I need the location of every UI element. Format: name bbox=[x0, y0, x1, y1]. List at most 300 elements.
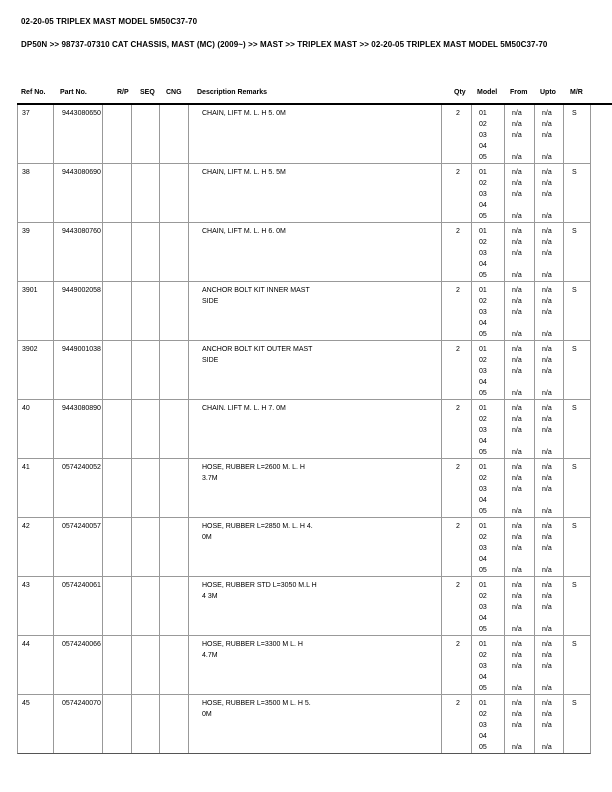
cng-cell bbox=[159, 223, 188, 281]
from-value: n/a bbox=[512, 464, 522, 471]
upto-value: n/a bbox=[542, 213, 552, 220]
description-cell bbox=[188, 223, 441, 281]
table-header-row bbox=[17, 88, 589, 97]
model-value: 02 bbox=[479, 298, 487, 305]
col-header-description: Description Remarks bbox=[197, 89, 268, 96]
ref-no-cell: 43 bbox=[22, 582, 30, 589]
seq-cell bbox=[131, 164, 159, 222]
from-value: n/a bbox=[512, 508, 522, 515]
upto-cell bbox=[534, 636, 563, 694]
upto-value bbox=[542, 672, 563, 683]
upto-value: n/a bbox=[542, 287, 552, 294]
from-value bbox=[512, 141, 534, 152]
from-value bbox=[512, 377, 534, 388]
upto-value bbox=[542, 436, 563, 447]
from-value: n/a bbox=[512, 663, 522, 670]
from-value: n/a bbox=[512, 191, 522, 198]
upto-value: n/a bbox=[542, 464, 552, 471]
model-value: 05 bbox=[479, 390, 487, 397]
ref-no-cell: 39 bbox=[22, 228, 30, 235]
from-value: n/a bbox=[512, 346, 522, 353]
upto-value: n/a bbox=[542, 744, 552, 751]
table-row bbox=[18, 400, 590, 459]
model-value: 05 bbox=[479, 272, 487, 279]
model-value: 03 bbox=[479, 486, 487, 493]
description-line: 3.7M bbox=[202, 475, 218, 482]
part-no-cell: 9443080890 bbox=[53, 400, 102, 458]
from-value: n/a bbox=[512, 593, 522, 600]
qty-cell: 2 bbox=[441, 636, 471, 694]
from-value: n/a bbox=[512, 641, 522, 648]
part-no-cell: 0574240070 bbox=[53, 695, 102, 753]
upto-value bbox=[542, 318, 563, 329]
upto-value: n/a bbox=[542, 169, 552, 176]
model-cell bbox=[471, 164, 504, 222]
upto-cell bbox=[534, 695, 563, 753]
description-line: 4 3M bbox=[202, 593, 218, 600]
from-value: n/a bbox=[512, 427, 522, 434]
from-value: n/a bbox=[512, 475, 522, 482]
upto-value: n/a bbox=[542, 449, 552, 456]
model-value: 03 bbox=[479, 132, 487, 139]
table-row bbox=[18, 223, 590, 282]
upto-value: n/a bbox=[542, 357, 552, 364]
from-cell bbox=[504, 459, 534, 517]
col-header-part-no: Part No. bbox=[60, 89, 87, 96]
description-line: 0M bbox=[202, 534, 212, 541]
table-row bbox=[18, 282, 590, 341]
from-cell bbox=[504, 400, 534, 458]
from-value: n/a bbox=[512, 449, 522, 456]
mr-cell: S bbox=[563, 577, 590, 635]
model-value: 04 bbox=[479, 320, 487, 327]
table-row bbox=[18, 105, 590, 164]
description-line: CHAIN, LIFT M. L. H 6. 0M bbox=[202, 228, 286, 235]
description-cell bbox=[188, 400, 441, 458]
seq-cell bbox=[131, 341, 159, 399]
from-value: n/a bbox=[512, 110, 522, 117]
from-cell bbox=[504, 636, 534, 694]
model-cell bbox=[471, 105, 504, 163]
model-value: 02 bbox=[479, 121, 487, 128]
from-value: n/a bbox=[512, 604, 522, 611]
model-cell bbox=[471, 341, 504, 399]
seq-cell bbox=[131, 400, 159, 458]
rp-cell bbox=[102, 282, 131, 340]
model-value: 04 bbox=[479, 438, 487, 445]
model-value: 01 bbox=[479, 228, 487, 235]
from-value: n/a bbox=[512, 582, 522, 589]
from-value bbox=[512, 672, 534, 683]
model-cell bbox=[471, 223, 504, 281]
from-value bbox=[512, 436, 534, 447]
upto-value: n/a bbox=[542, 508, 552, 515]
model-value: 04 bbox=[479, 733, 487, 740]
part-no-cell: 9443080650 bbox=[53, 105, 102, 163]
description-cell bbox=[188, 282, 441, 340]
page-title: 02-20-05 TRIPLEX MAST MODEL 5M50C37-70 bbox=[21, 17, 198, 26]
upto-value: n/a bbox=[542, 700, 552, 707]
from-value bbox=[512, 613, 534, 624]
model-value: 05 bbox=[479, 508, 487, 515]
model-value: 04 bbox=[479, 379, 487, 386]
model-value: 03 bbox=[479, 722, 487, 729]
upto-value: n/a bbox=[542, 567, 552, 574]
cng-cell bbox=[159, 282, 188, 340]
upto-cell bbox=[534, 459, 563, 517]
model-value: 02 bbox=[479, 652, 487, 659]
upto-value bbox=[542, 613, 563, 624]
ref-no-cell: 3902 bbox=[22, 346, 38, 353]
upto-value: n/a bbox=[542, 593, 552, 600]
seq-cell bbox=[131, 105, 159, 163]
cng-cell bbox=[159, 341, 188, 399]
seq-cell bbox=[131, 282, 159, 340]
ref-no-cell: 40 bbox=[22, 405, 30, 412]
from-value: n/a bbox=[512, 722, 522, 729]
from-value: n/a bbox=[512, 416, 522, 423]
upto-cell bbox=[534, 400, 563, 458]
model-value: 02 bbox=[479, 711, 487, 718]
cng-cell bbox=[159, 577, 188, 635]
model-value: 05 bbox=[479, 567, 487, 574]
upto-value bbox=[542, 377, 563, 388]
upto-value bbox=[542, 731, 563, 742]
upto-value: n/a bbox=[542, 416, 552, 423]
upto-value: n/a bbox=[542, 626, 552, 633]
model-value: 01 bbox=[479, 110, 487, 117]
from-value bbox=[512, 554, 534, 565]
rp-cell bbox=[102, 695, 131, 753]
upto-cell bbox=[534, 105, 563, 163]
from-cell bbox=[504, 282, 534, 340]
from-value: n/a bbox=[512, 368, 522, 375]
col-header-from: From bbox=[510, 89, 528, 96]
model-value: 01 bbox=[479, 169, 487, 176]
mr-cell: S bbox=[563, 282, 590, 340]
rp-cell bbox=[102, 164, 131, 222]
upto-value: n/a bbox=[542, 298, 552, 305]
model-value: 05 bbox=[479, 685, 487, 692]
qty-cell: 2 bbox=[441, 223, 471, 281]
mr-cell: S bbox=[563, 400, 590, 458]
from-value: n/a bbox=[512, 567, 522, 574]
from-value bbox=[512, 318, 534, 329]
part-no-cell: 9443080690 bbox=[53, 164, 102, 222]
model-value: 02 bbox=[479, 534, 487, 541]
from-value: n/a bbox=[512, 652, 522, 659]
from-value: n/a bbox=[512, 213, 522, 220]
from-value: n/a bbox=[512, 626, 522, 633]
qty-cell: 2 bbox=[441, 400, 471, 458]
col-header-upto: Upto bbox=[540, 89, 556, 96]
upto-value: n/a bbox=[542, 663, 552, 670]
from-value: n/a bbox=[512, 357, 522, 364]
upto-value: n/a bbox=[542, 228, 552, 235]
mr-cell: S bbox=[563, 636, 590, 694]
from-cell bbox=[504, 577, 534, 635]
mr-cell: S bbox=[563, 223, 590, 281]
from-value: n/a bbox=[512, 298, 522, 305]
upto-value: n/a bbox=[542, 582, 552, 589]
mr-cell: S bbox=[563, 341, 590, 399]
model-value: 04 bbox=[479, 202, 487, 209]
from-value: n/a bbox=[512, 121, 522, 128]
description-cell bbox=[188, 695, 441, 753]
ref-no-cell: 37 bbox=[22, 110, 30, 117]
description-line: HOSE, RUBBER L=2600 M. L. H bbox=[202, 464, 305, 471]
model-value: 04 bbox=[479, 497, 487, 504]
from-value: n/a bbox=[512, 180, 522, 187]
upto-value: n/a bbox=[542, 604, 552, 611]
model-value: 01 bbox=[479, 287, 487, 294]
qty-cell: 2 bbox=[441, 695, 471, 753]
model-value: 05 bbox=[479, 449, 487, 456]
upto-cell bbox=[534, 577, 563, 635]
from-value: n/a bbox=[512, 272, 522, 279]
breadcrumb: DP50N >> 98737-07310 CAT CHASSIS, MAST (MC) (2009~) >> MAST >> TRIPLEX MAST >> 02-20-05 TRIPLEX MAST MODEL 5M50C37-70 bbox=[21, 40, 548, 49]
from-cell bbox=[504, 518, 534, 576]
part-no-cell: 9449002058 bbox=[53, 282, 102, 340]
rp-cell bbox=[102, 459, 131, 517]
model-value: 02 bbox=[479, 239, 487, 246]
qty-cell: 2 bbox=[441, 577, 471, 635]
upto-cell bbox=[534, 518, 563, 576]
from-cell bbox=[504, 164, 534, 222]
model-cell bbox=[471, 400, 504, 458]
upto-value: n/a bbox=[542, 427, 552, 434]
col-header-rp: R/P bbox=[117, 89, 129, 96]
rp-cell bbox=[102, 105, 131, 163]
from-value: n/a bbox=[512, 239, 522, 246]
table-row bbox=[18, 341, 590, 400]
upto-value: n/a bbox=[542, 191, 552, 198]
seq-cell bbox=[131, 695, 159, 753]
upto-value: n/a bbox=[542, 368, 552, 375]
model-value: 03 bbox=[479, 604, 487, 611]
model-cell bbox=[471, 518, 504, 576]
part-no-cell: 0574240061 bbox=[53, 577, 102, 635]
model-value: 02 bbox=[479, 593, 487, 600]
upto-cell bbox=[534, 341, 563, 399]
cng-cell bbox=[159, 695, 188, 753]
mr-cell: S bbox=[563, 518, 590, 576]
from-value bbox=[512, 259, 534, 270]
col-header-ref-no: Ref No. bbox=[21, 89, 46, 96]
from-value: n/a bbox=[512, 534, 522, 541]
mr-cell: S bbox=[563, 459, 590, 517]
col-header-mr: M/R bbox=[570, 89, 583, 96]
rp-cell bbox=[102, 223, 131, 281]
upto-value: n/a bbox=[542, 346, 552, 353]
upto-value: n/a bbox=[542, 486, 552, 493]
upto-value: n/a bbox=[542, 711, 552, 718]
from-value: n/a bbox=[512, 250, 522, 257]
part-no-cell: 0574240057 bbox=[53, 518, 102, 576]
table-row bbox=[18, 636, 590, 695]
upto-value: n/a bbox=[542, 523, 552, 530]
col-header-seq: SEQ bbox=[140, 89, 155, 96]
cng-cell bbox=[159, 105, 188, 163]
model-value: 01 bbox=[479, 641, 487, 648]
model-value: 01 bbox=[479, 405, 487, 412]
description-line: HOSE, RUBBER STD L=3050 M.L H bbox=[202, 582, 317, 589]
description-line: SIDE bbox=[202, 298, 219, 305]
description-line: ANCHOR BOLT KIT INNER MAST bbox=[202, 287, 310, 294]
from-value: n/a bbox=[512, 331, 522, 338]
model-value: 04 bbox=[479, 674, 487, 681]
qty-cell: 2 bbox=[441, 341, 471, 399]
model-value: 01 bbox=[479, 464, 487, 471]
upto-value: n/a bbox=[542, 390, 552, 397]
from-cell bbox=[504, 695, 534, 753]
upto-value: n/a bbox=[542, 132, 552, 139]
qty-cell: 2 bbox=[441, 459, 471, 517]
description-cell bbox=[188, 577, 441, 635]
from-value: n/a bbox=[512, 711, 522, 718]
model-value: 05 bbox=[479, 331, 487, 338]
model-cell bbox=[471, 636, 504, 694]
col-header-model: Model bbox=[477, 89, 498, 96]
model-value: 01 bbox=[479, 582, 487, 589]
model-value: 02 bbox=[479, 180, 487, 187]
model-value: 01 bbox=[479, 700, 487, 707]
part-no-cell: 0574240066 bbox=[53, 636, 102, 694]
rp-cell bbox=[102, 341, 131, 399]
upto-value: n/a bbox=[542, 250, 552, 257]
upto-value: n/a bbox=[542, 652, 552, 659]
table-row bbox=[18, 164, 590, 223]
model-value: 04 bbox=[479, 143, 487, 150]
seq-cell bbox=[131, 636, 159, 694]
ref-no-cell: 42 bbox=[22, 523, 30, 530]
upto-value bbox=[542, 200, 563, 211]
table-row bbox=[18, 695, 590, 753]
mr-cell: S bbox=[563, 695, 590, 753]
description-cell bbox=[188, 341, 441, 399]
description-line: 4.7M bbox=[202, 652, 218, 659]
from-cell bbox=[504, 105, 534, 163]
upto-value: n/a bbox=[542, 331, 552, 338]
upto-value: n/a bbox=[542, 685, 552, 692]
upto-value: n/a bbox=[542, 154, 552, 161]
description-cell bbox=[188, 518, 441, 576]
from-value bbox=[512, 495, 534, 506]
cng-cell bbox=[159, 400, 188, 458]
description-cell bbox=[188, 105, 441, 163]
col-header-qty: Qty bbox=[454, 89, 466, 96]
upto-cell bbox=[534, 282, 563, 340]
description-cell bbox=[188, 459, 441, 517]
model-cell bbox=[471, 577, 504, 635]
seq-cell bbox=[131, 223, 159, 281]
model-value: 04 bbox=[479, 556, 487, 563]
table-row bbox=[18, 518, 590, 577]
from-value: n/a bbox=[512, 685, 522, 692]
upto-value: n/a bbox=[542, 722, 552, 729]
upto-value: n/a bbox=[542, 405, 552, 412]
col-header-cng: CNG bbox=[166, 89, 182, 96]
model-cell bbox=[471, 459, 504, 517]
upto-cell bbox=[534, 164, 563, 222]
from-value: n/a bbox=[512, 228, 522, 235]
mr-cell: S bbox=[563, 105, 590, 163]
from-value: n/a bbox=[512, 545, 522, 552]
from-value bbox=[512, 731, 534, 742]
description-line: ANCHOR BOLT KIT OUTER MAST bbox=[202, 346, 313, 353]
ref-no-cell: 3901 bbox=[22, 287, 38, 294]
model-value: 05 bbox=[479, 213, 487, 220]
from-value: n/a bbox=[512, 744, 522, 751]
from-value: n/a bbox=[512, 405, 522, 412]
model-value: 03 bbox=[479, 427, 487, 434]
ref-no-cell: 44 bbox=[22, 641, 30, 648]
model-value: 03 bbox=[479, 309, 487, 316]
upto-value: n/a bbox=[542, 475, 552, 482]
upto-value: n/a bbox=[542, 534, 552, 541]
description-line: 0M bbox=[202, 711, 212, 718]
model-value: 04 bbox=[479, 261, 487, 268]
from-value: n/a bbox=[512, 309, 522, 316]
from-value: n/a bbox=[512, 523, 522, 530]
from-value bbox=[512, 200, 534, 211]
part-no-cell: 9443080760 bbox=[53, 223, 102, 281]
upto-value: n/a bbox=[542, 121, 552, 128]
upto-value bbox=[542, 495, 563, 506]
description-line: CHAIN, LIFT M. L. H 5. 0M bbox=[202, 110, 286, 117]
cng-cell bbox=[159, 164, 188, 222]
ref-no-cell: 41 bbox=[22, 464, 30, 471]
ref-no-cell: 45 bbox=[22, 700, 30, 707]
seq-cell bbox=[131, 518, 159, 576]
rp-cell bbox=[102, 636, 131, 694]
ref-no-cell: 38 bbox=[22, 169, 30, 176]
from-value: n/a bbox=[512, 287, 522, 294]
parts-table bbox=[17, 105, 591, 754]
model-value: 03 bbox=[479, 368, 487, 375]
part-no-cell: 9449001038 bbox=[53, 341, 102, 399]
upto-value bbox=[542, 259, 563, 270]
model-value: 05 bbox=[479, 154, 487, 161]
cng-cell bbox=[159, 636, 188, 694]
from-value: n/a bbox=[512, 390, 522, 397]
rp-cell bbox=[102, 577, 131, 635]
model-value: 04 bbox=[479, 615, 487, 622]
from-cell bbox=[504, 341, 534, 399]
upto-value: n/a bbox=[542, 110, 552, 117]
upto-value bbox=[542, 554, 563, 565]
description-line: HOSE, RUBBER L=3500 M L. H 5. bbox=[202, 700, 311, 707]
model-value: 03 bbox=[479, 250, 487, 257]
description-line: CHAIN, LIFT M. L. H 5. 5M bbox=[202, 169, 286, 176]
model-value: 03 bbox=[479, 191, 487, 198]
model-value: 01 bbox=[479, 523, 487, 530]
model-cell bbox=[471, 695, 504, 753]
mr-cell: S bbox=[563, 164, 590, 222]
cng-cell bbox=[159, 459, 188, 517]
model-cell bbox=[471, 282, 504, 340]
qty-cell: 2 bbox=[441, 518, 471, 576]
rp-cell bbox=[102, 400, 131, 458]
model-value: 02 bbox=[479, 416, 487, 423]
model-value: 03 bbox=[479, 663, 487, 670]
from-value: n/a bbox=[512, 700, 522, 707]
model-value: 02 bbox=[479, 357, 487, 364]
qty-cell: 2 bbox=[441, 282, 471, 340]
qty-cell: 2 bbox=[441, 105, 471, 163]
qty-cell: 2 bbox=[441, 164, 471, 222]
from-value: n/a bbox=[512, 169, 522, 176]
